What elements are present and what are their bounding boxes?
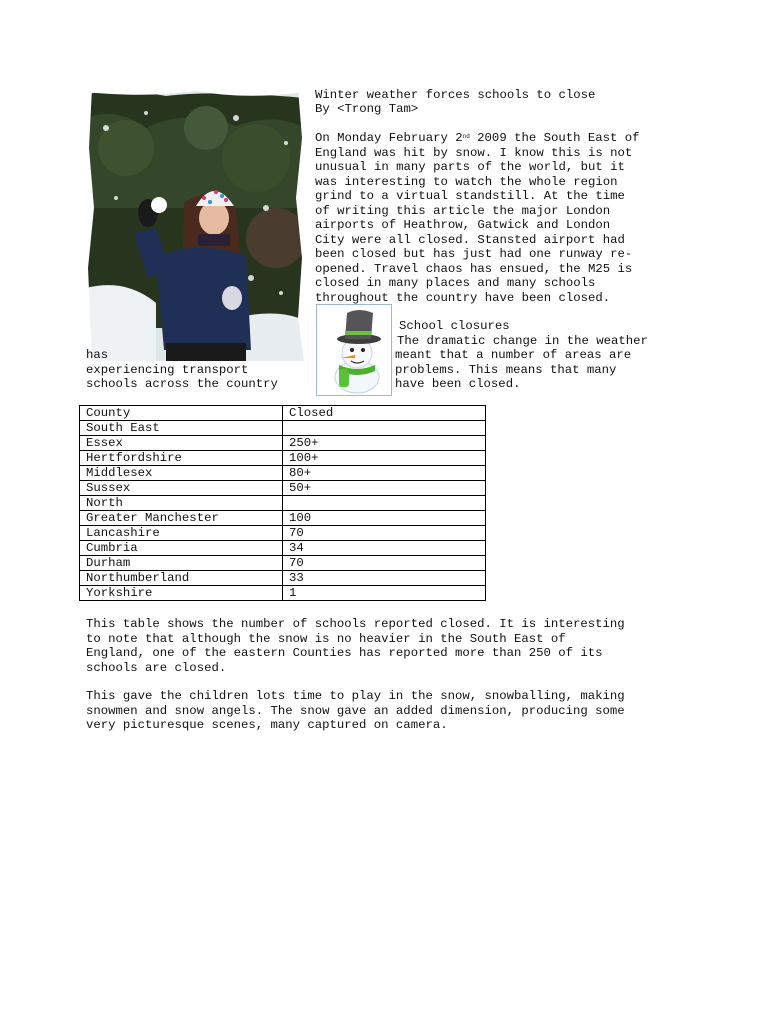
table-cell-closed: 50+ (283, 481, 486, 496)
photo-illustration (86, 88, 304, 361)
para2-line: problems. This means that many (395, 362, 617, 377)
table-row (80, 496, 486, 511)
table-row (80, 541, 486, 556)
para1-line: airports of Heathrow, Gatwick and London (315, 218, 611, 232)
table-cell-closed: 250+ (283, 436, 486, 451)
para2-left-line: experiencing transport (86, 362, 249, 377)
table-header-closed: Closed (283, 406, 486, 421)
school-closures-table (79, 405, 486, 601)
table-cell-county: Durham (80, 556, 283, 571)
table-cell-closed: 33 (283, 571, 486, 586)
para1-line: been closed but has just had one runway re- (315, 247, 633, 261)
table-row (80, 481, 486, 496)
table-row (80, 436, 486, 451)
table-row (80, 571, 486, 586)
table-cell-closed (283, 421, 486, 436)
para2-line: meant that a number of areas are (395, 348, 632, 362)
table-row (80, 586, 486, 601)
para1-line: England was hit by snow. I know this is not (315, 145, 633, 160)
para1-line: opened. Travel chaos has ensued, the M25 is (315, 261, 633, 276)
table-cell-closed (283, 496, 486, 511)
para1-line-1-a: On Monday February 2 (315, 131, 463, 145)
para3-line: This table shows the number of schools reported closed. It is interesting (86, 617, 625, 631)
table-cell-closed: 80+ (283, 466, 486, 481)
table-cell-closed: 1 (283, 586, 486, 601)
para4-line: This gave the children lots time to play in the snow, snowballing, making (86, 689, 625, 703)
snowman-icon (317, 305, 391, 395)
table-row (80, 421, 486, 436)
table-row (80, 526, 486, 541)
para1-line: City were all closed. Stansted airport had (315, 232, 625, 247)
table-row (80, 466, 486, 481)
table-cell-closed: 34 (283, 541, 486, 556)
table-header-county: County (80, 406, 283, 421)
table-body (80, 406, 486, 601)
para1-line: of writing this article the major London (315, 203, 611, 218)
para1-line: throughout the country have been closed. (315, 290, 611, 305)
table-cell-county: Greater Manchester (80, 511, 283, 526)
table-cell-county: Yorkshire (80, 586, 283, 601)
para1-line-1-b: 2009 the South East of (469, 131, 640, 145)
table-cell-county: Cumbria (80, 541, 283, 556)
table-cell-closed: 100+ (283, 451, 486, 466)
table-cell-county: Essex (80, 436, 283, 451)
para1-line-1 (315, 131, 640, 146)
snowman-clipart (316, 304, 392, 396)
table-cell-county: Middlesex (80, 466, 283, 481)
girl-snowball-photo (86, 88, 304, 361)
table-cell-county: Sussex (80, 481, 283, 496)
table-cell-county: Hertfordshire (80, 451, 283, 466)
para1-line: unusual in many parts of the world, but it (315, 160, 625, 174)
para1-line: grind to a virtual standstill. At the time (315, 189, 625, 203)
para2-line: The dramatic change in the weather (397, 333, 648, 348)
table-cell-county: Lancashire (80, 526, 283, 541)
table-cell-closed: 70 (283, 526, 486, 541)
table-cell-closed: 70 (283, 556, 486, 571)
table-row (80, 451, 486, 466)
table-cell-county: North (80, 496, 283, 511)
para4-line: very picturesque scenes, many captured on camera. (86, 718, 448, 732)
table-row (80, 556, 486, 571)
table-cell-county: Northumberland (80, 571, 283, 586)
para2-left-line: has (86, 348, 109, 362)
para3-line: England, one of the eastern Counties has reported more than 250 of its (86, 646, 603, 660)
article-byline: By <Trong Tam> (315, 102, 419, 116)
table-cell-county: South East (80, 421, 283, 436)
article-title: Winter weather forces schools to close (315, 88, 596, 102)
table-header-row (80, 406, 486, 421)
table-cell-closed: 100 (283, 511, 486, 526)
section-heading: School closures (399, 319, 510, 333)
para3-line: to note that although the snow is no heavier in the South East of (86, 631, 566, 646)
para1-line: was interesting to watch the whole region (315, 174, 618, 189)
para2-line: have been closed. (395, 377, 521, 391)
para1-line: closed in many places and many schools (315, 276, 596, 290)
para3-line: schools are closed. (86, 660, 227, 675)
para4-line: snowmen and snow angels. The snow gave an added dimension, producing some (86, 703, 625, 718)
ordinal-suffix: nd (462, 133, 470, 140)
table-row (80, 511, 486, 526)
para2-left-line: schools across the country (86, 377, 278, 391)
